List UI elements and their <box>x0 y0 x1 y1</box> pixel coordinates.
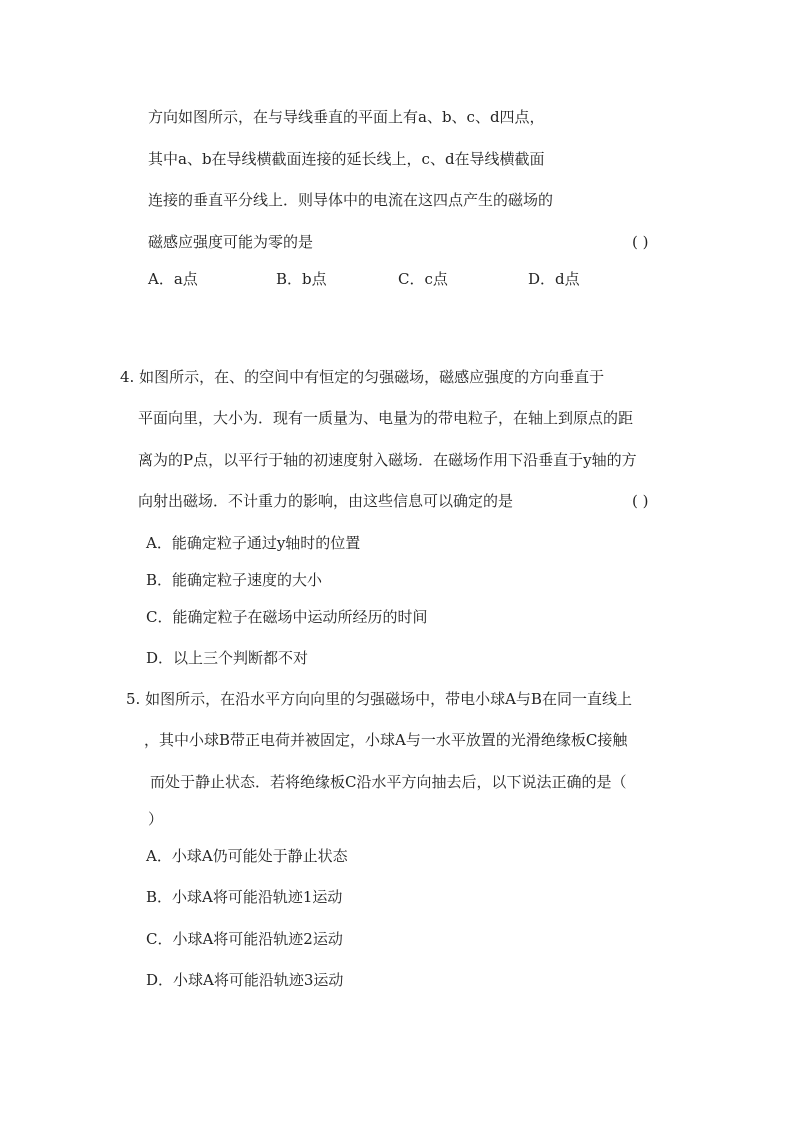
q4-option-a: A．能确定粒子通过y轴时的位置 <box>146 534 361 552</box>
q4-answer-bracket: ( ) <box>632 492 649 510</box>
q3-line-2: 其中a、b在导线横截面连接的延长线上，c、d在导线横截面 <box>148 150 545 168</box>
q5-line-1: 5. 如图所示，在沿水平方向向里的匀强磁场中，带电小球A与B在同一直线上 <box>126 690 632 708</box>
q4-line-3: 离为的P点，以平行于轴的初速度射入磁场．在磁场作用下沿垂直于y轴的方 <box>138 451 637 469</box>
q4-option-b: B．能确定粒子速度的大小 <box>146 571 323 589</box>
q3-line-4: 磁感应强度可能为零的是 <box>148 233 314 251</box>
q3-option-c: C．c点 <box>398 270 448 288</box>
q5-line-3: 而处于静止状态．若将绝缘板C沿水平方向抽去后，以下说法正确的是（ <box>150 773 627 791</box>
q3-answer-bracket: ( ) <box>632 233 649 251</box>
q5-line-4: ） <box>148 810 164 828</box>
q3-option-a: A．a点 <box>148 270 198 288</box>
q3-line-1: 方向如图所示，在与导线垂直的平面上有a、b、c、d四点， <box>148 108 545 126</box>
q4-option-d: D．以上三个判断都不对 <box>146 649 309 667</box>
q5-option-b: B．小球A将可能沿轨迹1运动 <box>146 888 343 906</box>
q3-option-b: B．b点 <box>276 270 327 288</box>
q3-option-d: D．d点 <box>528 270 580 288</box>
q5-line-2: ，其中小球B带正电荷并被固定，小球A与一水平放置的光滑绝缘板C接触 <box>144 731 628 749</box>
q4-option-c: C．能确定粒子在磁场中运动所经历的时间 <box>146 608 428 626</box>
q5-option-c: C．小球A将可能沿轨迹2运动 <box>146 930 343 948</box>
q5-option-a: A．小球A仍可能处于静止状态 <box>146 847 348 865</box>
q4-line-4: 向射出磁场．不计重力的影响，由这些信息可以确定的是 <box>138 492 514 510</box>
q5-option-d: D．小球A将可能沿轨迹3运动 <box>146 971 344 989</box>
q4-line-1: 4. 如图所示，在、的空间中有恒定的匀强磁场，磁感应强度的方向垂直于 <box>120 368 605 386</box>
q3-line-3: 连接的垂直平分线上．则导体中的电流在这四点产生的磁场的 <box>148 191 554 209</box>
q4-line-2: 平面向里，大小为．现有一质量为、电量为的带电粒子，在轴上到原点的距 <box>138 409 634 427</box>
